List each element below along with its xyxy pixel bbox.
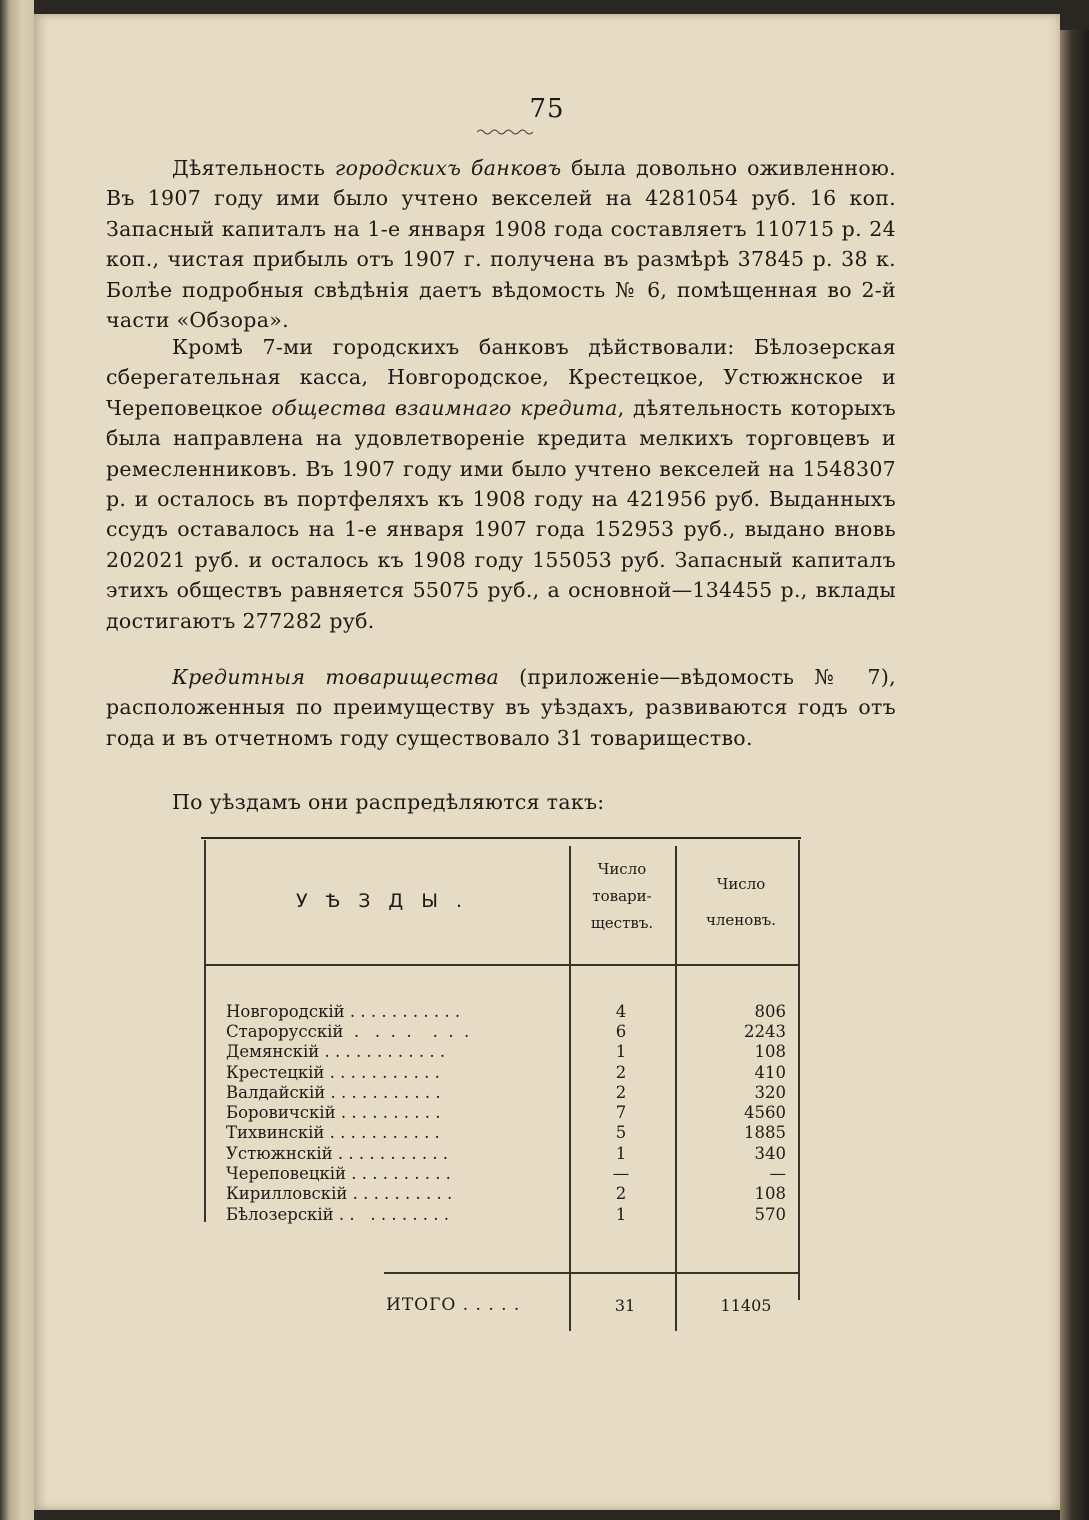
p2-italic: общества взаимнаго кредита	[271, 395, 618, 420]
row-district: Кирилловскій . . . . . . . . . .	[226, 1184, 453, 1203]
row-members: 806	[754, 1002, 786, 1021]
total-members: 11405	[720, 1296, 772, 1315]
row-district: Боровичскій . . . . . . . . . .	[226, 1103, 441, 1122]
p3-italic: Кредитныя товарищества	[172, 665, 499, 689]
p2-text-end: , дѣятельность которыхъ была направлена на удовлетвореніе кредита мелкихъ торговцевъ и ремесленниковъ. Въ 1907 году ими было учтено векселей на 1548307 р. и осталось въ портфеляхъ къ 1908 году на 421956 руб. Выданныхъ ссудъ оставалось на 1-е января 1907 года 152953 руб., выдано вновь 202021 руб. и осталось къ 1908 году 155053 руб. Запасный капиталъ этихъ обществъ равняется 55075 руб., а основной—134455 р., вклады достигаютъ 277282 руб.	[106, 395, 896, 633]
p2-text-start: Кромѣ 7-ми городскихъ банковъ дѣйствовали: Бѣлозерская сберегательная касса, Новгородское, Крестецкое, Устюжнское и Череповецкое	[106, 335, 896, 420]
table-left-border	[204, 840, 206, 1222]
header-partnerships-line-1: Число	[597, 860, 647, 878]
p1-text-start: Дѣятельность	[172, 156, 335, 180]
header-partnerships-line-2: товари-	[592, 887, 652, 905]
row-members: 570	[754, 1205, 786, 1224]
table-row	[226, 1002, 806, 1022]
left-page-edge	[0, 0, 34, 1520]
row-count: 2	[615, 1184, 627, 1203]
header-partnerships-line-3: ществъ.	[590, 914, 654, 932]
table-intro: По уѣздамъ они распредѣляются такъ:	[172, 790, 605, 814]
row-members: 320	[754, 1083, 786, 1102]
row-count: 6	[615, 1022, 627, 1041]
page-number: 75	[529, 94, 565, 124]
row-members: 410	[754, 1063, 786, 1082]
table-top-rule	[201, 837, 801, 839]
table-row	[226, 1103, 806, 1123]
row-count: 4	[615, 1002, 627, 1021]
row-district: Крестецкій . . . . . . . . . . .	[226, 1063, 440, 1082]
row-district: Старорусскій . . . . . . .	[226, 1022, 470, 1041]
row-members: —	[769, 1164, 786, 1183]
row-members: 340	[754, 1144, 786, 1163]
row-count: 1	[615, 1042, 627, 1061]
row-members: 1885	[744, 1123, 786, 1142]
row-district: Бѣлозерскій . . . . . . . . . .	[226, 1205, 450, 1224]
table-row	[226, 1184, 806, 1204]
row-members: 4560	[744, 1103, 786, 1122]
table-row	[226, 1022, 806, 1042]
p1-text-end: была довольно оживленною. Въ 1907 году ими было учтено векселей на 4281054 руб. 16 коп. Запасный капиталъ на 1-е января 1908 года составляетъ 110715 р. 24 коп., чистая прибыль отъ 1907 г. получена въ размѣрѣ 37845 р. 38 к. Болѣе подробныя свѣдѣнія даетъ вѣдомость № 6, помѣщенная во 2-й части «Обзора».	[106, 156, 896, 333]
row-members: 108	[754, 1042, 786, 1061]
header-members-line-1: Число	[716, 875, 766, 893]
header-partnerships	[582, 856, 662, 937]
table-row	[226, 1144, 806, 1164]
row-count: 1	[615, 1144, 627, 1163]
row-members: 108	[754, 1184, 786, 1203]
paragraph-city-banks	[106, 153, 896, 335]
total-count: 31	[614, 1296, 636, 1315]
row-district: Новгородскій . . . . . . . . . . .	[226, 1002, 461, 1021]
table-row	[226, 1042, 806, 1062]
table-total-rule	[384, 1272, 798, 1274]
p3-text-end: (приложеніе—вѣдомость № 7), расположенныя по преимуществу въ уѣздахъ, развиваются годъ отъ года и въ отчетномъ году существовало 31 товарищество.	[106, 665, 896, 750]
table-row	[226, 1205, 806, 1225]
paragraph-mutual-credit	[106, 332, 896, 636]
row-count: 5	[615, 1123, 627, 1142]
row-district: Тихвинскій . . . . . . . . . . .	[226, 1123, 440, 1142]
row-district: Череповецкій . . . . . . . . . .	[226, 1164, 451, 1183]
total-label: ИТОГО . . . . .	[386, 1295, 521, 1315]
header-members	[696, 866, 786, 938]
header-members-line-2: членовъ.	[705, 911, 777, 929]
row-district: Устюжнскій . . . . . . . . . . .	[226, 1144, 449, 1163]
p1-italic: городскихъ банковъ	[334, 156, 562, 180]
paragraph-credit-partnerships	[106, 662, 896, 753]
row-count: 1	[615, 1205, 627, 1224]
table-header-rule	[204, 964, 799, 966]
book-page	[34, 14, 1060, 1510]
row-count: —	[612, 1164, 630, 1183]
row-district: Валдайскій . . . . . . . . . . .	[226, 1083, 441, 1102]
right-page-edge	[1060, 30, 1089, 1520]
ornament-squiggle	[477, 128, 533, 136]
table-row	[226, 1083, 806, 1103]
row-district: Демянскій . . . . . . . . . . . .	[226, 1042, 446, 1061]
row-count: 7	[615, 1103, 627, 1122]
row-members: 2243	[744, 1022, 786, 1041]
header-districts: УѢЗДЫ.	[296, 890, 481, 912]
table-row	[226, 1063, 806, 1083]
table-row	[226, 1123, 806, 1143]
row-count: 2	[615, 1083, 627, 1102]
table-row	[226, 1164, 806, 1184]
row-count: 2	[615, 1063, 627, 1082]
